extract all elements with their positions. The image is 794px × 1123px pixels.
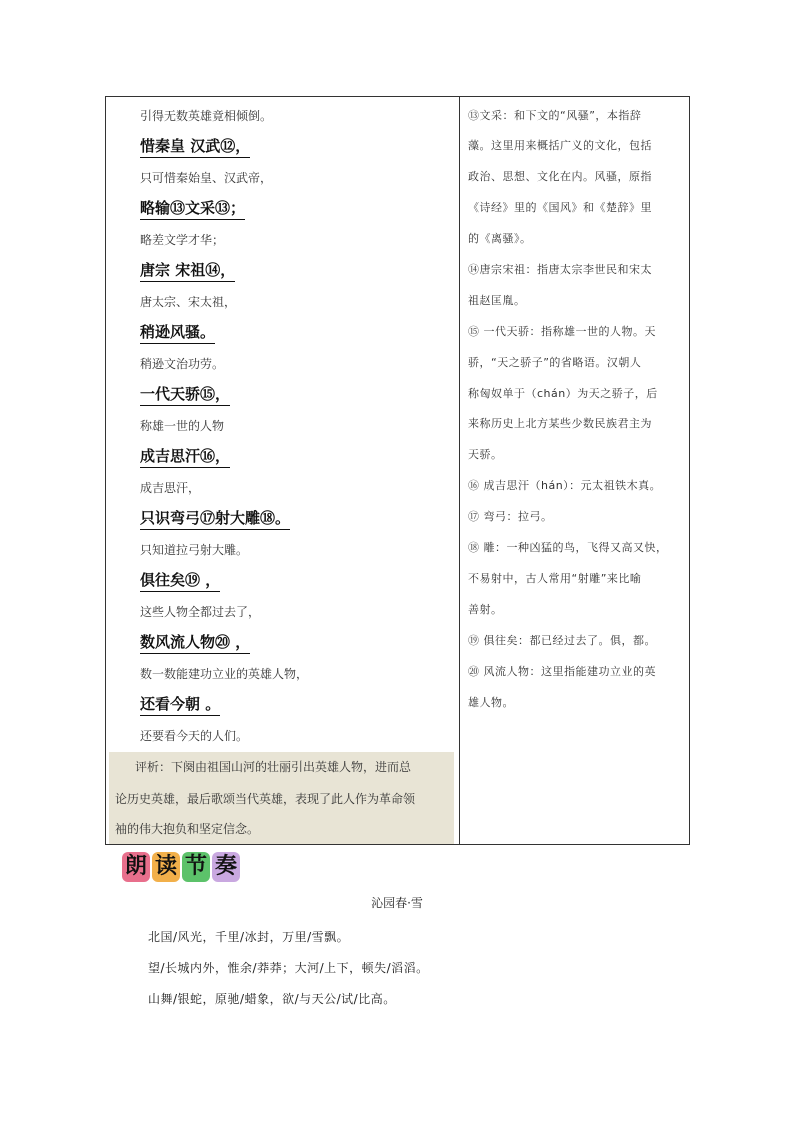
note-line: 骄，“天之骄子”的省略语。汉朝人 — [468, 356, 642, 369]
note-line: ⑱ 雕：一种凶猛的鸟，飞得又高又快， — [468, 541, 668, 554]
original-text: 还看今朝 。 — [140, 695, 221, 713]
note-line: 称匈奴单于（chán）为天之骄子，后 — [468, 387, 658, 400]
original-text: 惜秦皇 汉武⑫， — [140, 137, 251, 155]
note-line: ⑮ 一代天骄：指称雄一世的人物。天 — [468, 325, 656, 338]
note-line: 来称历史上北方某些少数民族君主为 — [468, 417, 652, 430]
original-line — [140, 569, 220, 592]
poem-title: 沁园春·雪 — [371, 896, 423, 910]
translation-line: 稍逊文治功劳。 — [140, 357, 225, 371]
original-text: 成吉思汗⑯， — [140, 447, 231, 465]
notes-column — [460, 97, 690, 844]
poem-line: 山舞/银蛇，原驰/蜡象，欲/与天公/试/比高。 — [148, 992, 396, 1006]
text-column — [106, 97, 459, 844]
original-line — [140, 693, 220, 716]
note-line: 的《离骚》。 — [468, 232, 532, 245]
original-line — [140, 631, 250, 654]
badge-char: 读 — [152, 852, 180, 882]
analysis-box — [109, 752, 454, 844]
original-text: 数风流人物⑳ ， — [140, 633, 251, 651]
original-text: 稍逊风骚。 — [140, 323, 216, 341]
analysis-line: 评析：下阕由祖国山河的壮丽引出英雄人物，进而总 — [135, 760, 412, 774]
translation-line: 唐太宗、宋太祖， — [140, 295, 237, 309]
original-line — [140, 135, 250, 158]
original-text: 略输⑬文采⑬； — [140, 199, 246, 217]
translation-line: 只可惜秦始皇、汉武帝， — [140, 171, 273, 185]
original-text: 俱往矣⑲ ， — [140, 571, 221, 589]
translation-line: 还要看今天的人们。 — [140, 729, 249, 743]
reading-rhythm-badge — [122, 852, 242, 886]
original-line — [140, 197, 245, 220]
annotation-table — [105, 96, 690, 845]
translation-line: 称雄一世的人物 — [140, 419, 225, 433]
note-line: ⑳ 风流人物：这里指能建功立业的英 — [468, 665, 656, 678]
note-line: ⑰ 弯弓：拉弓。 — [468, 510, 553, 523]
translation-line: 成吉思汗， — [140, 481, 201, 495]
poem-line: 北国/风光，千里/冰封，万里/雪飘。 — [148, 930, 350, 944]
note-line: 政治、思想、文化在内。风骚，原指 — [468, 170, 652, 183]
badge-char: 朗 — [122, 852, 150, 882]
translation-line: 略差文学才华； — [140, 233, 225, 247]
note-line: 善射。 — [468, 603, 503, 616]
original-text: 唐宗 宋祖⑭， — [140, 261, 236, 279]
note-line: ⑯ 成吉思汗（hán）：元太祖铁木真。 — [468, 479, 662, 492]
note-line: 《诗经》里的《国风》和《楚辞》里 — [468, 201, 652, 214]
translation-line: 这些人物全都过去了， — [140, 605, 261, 619]
analysis-line: 袖的伟大抱负和坚定信念。 — [115, 822, 260, 836]
badge-char: 奏 — [212, 852, 240, 882]
original-line — [140, 507, 290, 530]
note-line: 藻。这里用来概括广义的文化，包括 — [468, 139, 652, 152]
original-line — [140, 445, 230, 468]
original-line — [140, 259, 235, 282]
original-line — [140, 321, 215, 344]
note-line: 天骄。 — [468, 448, 503, 461]
note-line: ⑭唐宗宋祖：指唐太宗李世民和宋太 — [468, 263, 652, 276]
badge-char: 节 — [182, 852, 210, 882]
poem-line: 望/长城内外，惟余/莽莽；大河/上下，顿失/滔滔。 — [148, 961, 429, 975]
note-line: 祖赵匡胤。 — [468, 294, 526, 307]
original-text: 只识弯弓⑰射大雕⑱。 — [140, 509, 291, 527]
translation-line: 只知道拉弓射大雕。 — [140, 543, 249, 557]
note-line: ⑬文采：和下文的“风骚”，本指辞 — [468, 109, 642, 122]
original-line — [140, 383, 230, 406]
translation-line: 数一数能建功立业的英雄人物， — [140, 667, 309, 681]
analysis-line: 论历史英雄，最后歌颂当代英雄，表现了此人作为革命领 — [115, 792, 416, 806]
original-text: 一代天骄⑮， — [140, 385, 231, 403]
note-line: ⑲ 俱往矣：都已经过去了。俱，都。 — [468, 634, 656, 647]
note-line: 不易射中，古人常用“射雕”来比喻 — [468, 572, 642, 585]
note-line: 雄人物。 — [468, 696, 514, 709]
translation-line: 引得无数英雄竟相倾倒。 — [140, 109, 273, 123]
